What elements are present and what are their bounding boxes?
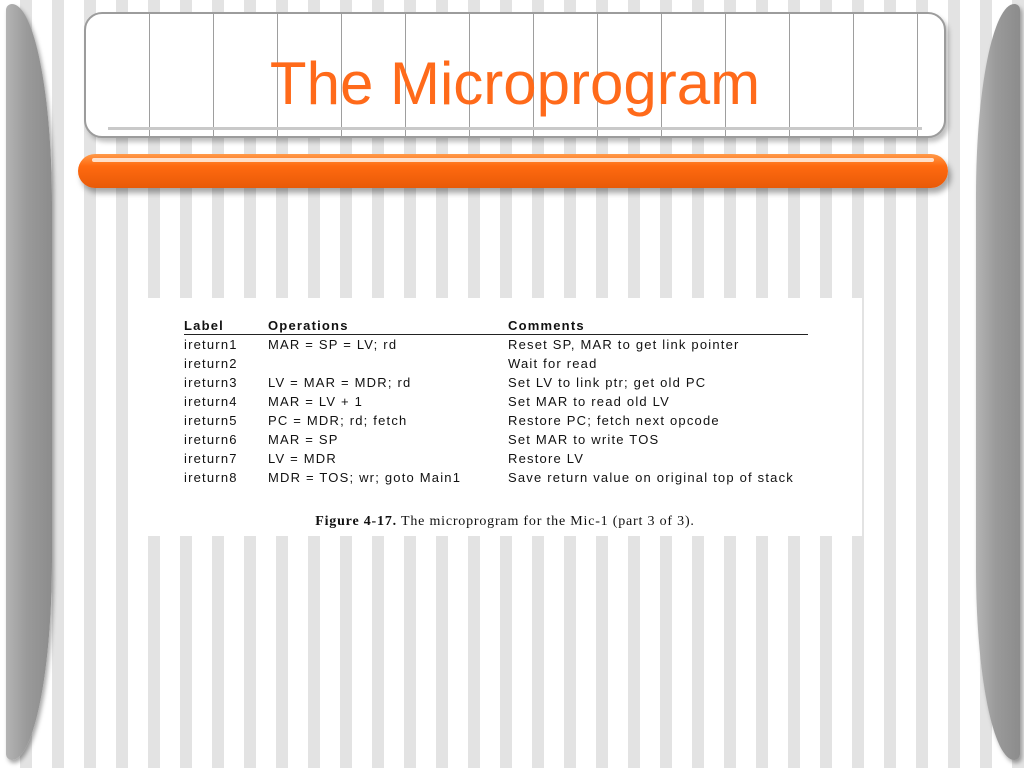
row-operations: MAR = LV + 1 (268, 393, 364, 409)
title-box-underline (108, 127, 922, 130)
row-comments: Save return value on original top of stack (508, 469, 794, 485)
row-operations (268, 354, 484, 373)
title-box (84, 12, 946, 138)
row-comments: Reset SP, MAR to get link pointer (508, 336, 740, 352)
row-operations: MAR = SP = LV; rd (268, 336, 398, 352)
slide-title: The Microprogram (269, 50, 761, 117)
table-row (184, 392, 808, 411)
figure-caption-tag: Figure 4-17. (315, 514, 397, 529)
row-label: ireturn3 (184, 374, 238, 390)
header-gap (244, 316, 268, 335)
header-label: Label (184, 316, 244, 335)
figure-caption (148, 514, 862, 530)
figure-caption-text: The microprogram for the Mic-1 (part 3 of 3). (400, 514, 695, 529)
row-operations: PC = MDR; rd; fetch (268, 412, 408, 428)
table-row (184, 373, 808, 392)
row-comments: Set MAR to write TOS (508, 431, 660, 447)
left-decorative-pillar (6, 4, 52, 760)
table-header-row (184, 316, 808, 335)
row-label: ireturn6 (184, 431, 238, 447)
accent-bar (78, 154, 948, 188)
row-operations: MDR = TOS; wr; goto Main1 (268, 469, 462, 485)
row-comments: Wait for read (508, 355, 598, 371)
row-comments: Set MAR to read old LV (508, 393, 671, 409)
row-label: ireturn4 (184, 393, 238, 409)
row-operations: LV = MAR = MDR; rd (268, 374, 412, 390)
table-row (184, 411, 808, 430)
table-row (184, 449, 808, 468)
row-comments: Restore LV (508, 450, 585, 466)
table-row (184, 468, 808, 487)
row-label: ireturn2 (184, 355, 238, 371)
row-operations: MAR = SP (268, 431, 339, 447)
row-label: ireturn1 (184, 336, 238, 352)
figure-panel (148, 298, 862, 536)
table-row (184, 354, 808, 373)
row-label: ireturn7 (184, 450, 238, 466)
header-gap (484, 316, 508, 335)
row-label: ireturn8 (184, 469, 238, 485)
right-decorative-pillar (976, 4, 1020, 760)
microprogram-table (184, 316, 808, 487)
header-comments: Comments (508, 316, 808, 335)
row-comments: Restore PC; fetch next opcode (508, 412, 720, 428)
accent-bar-highlight (92, 158, 934, 162)
row-operations: LV = MDR (268, 450, 337, 466)
header-operations: Operations (268, 316, 484, 335)
table-row (184, 335, 808, 355)
table-row (184, 430, 808, 449)
row-label: ireturn5 (184, 412, 238, 428)
row-comments: Set LV to link ptr; get old PC (508, 374, 707, 390)
